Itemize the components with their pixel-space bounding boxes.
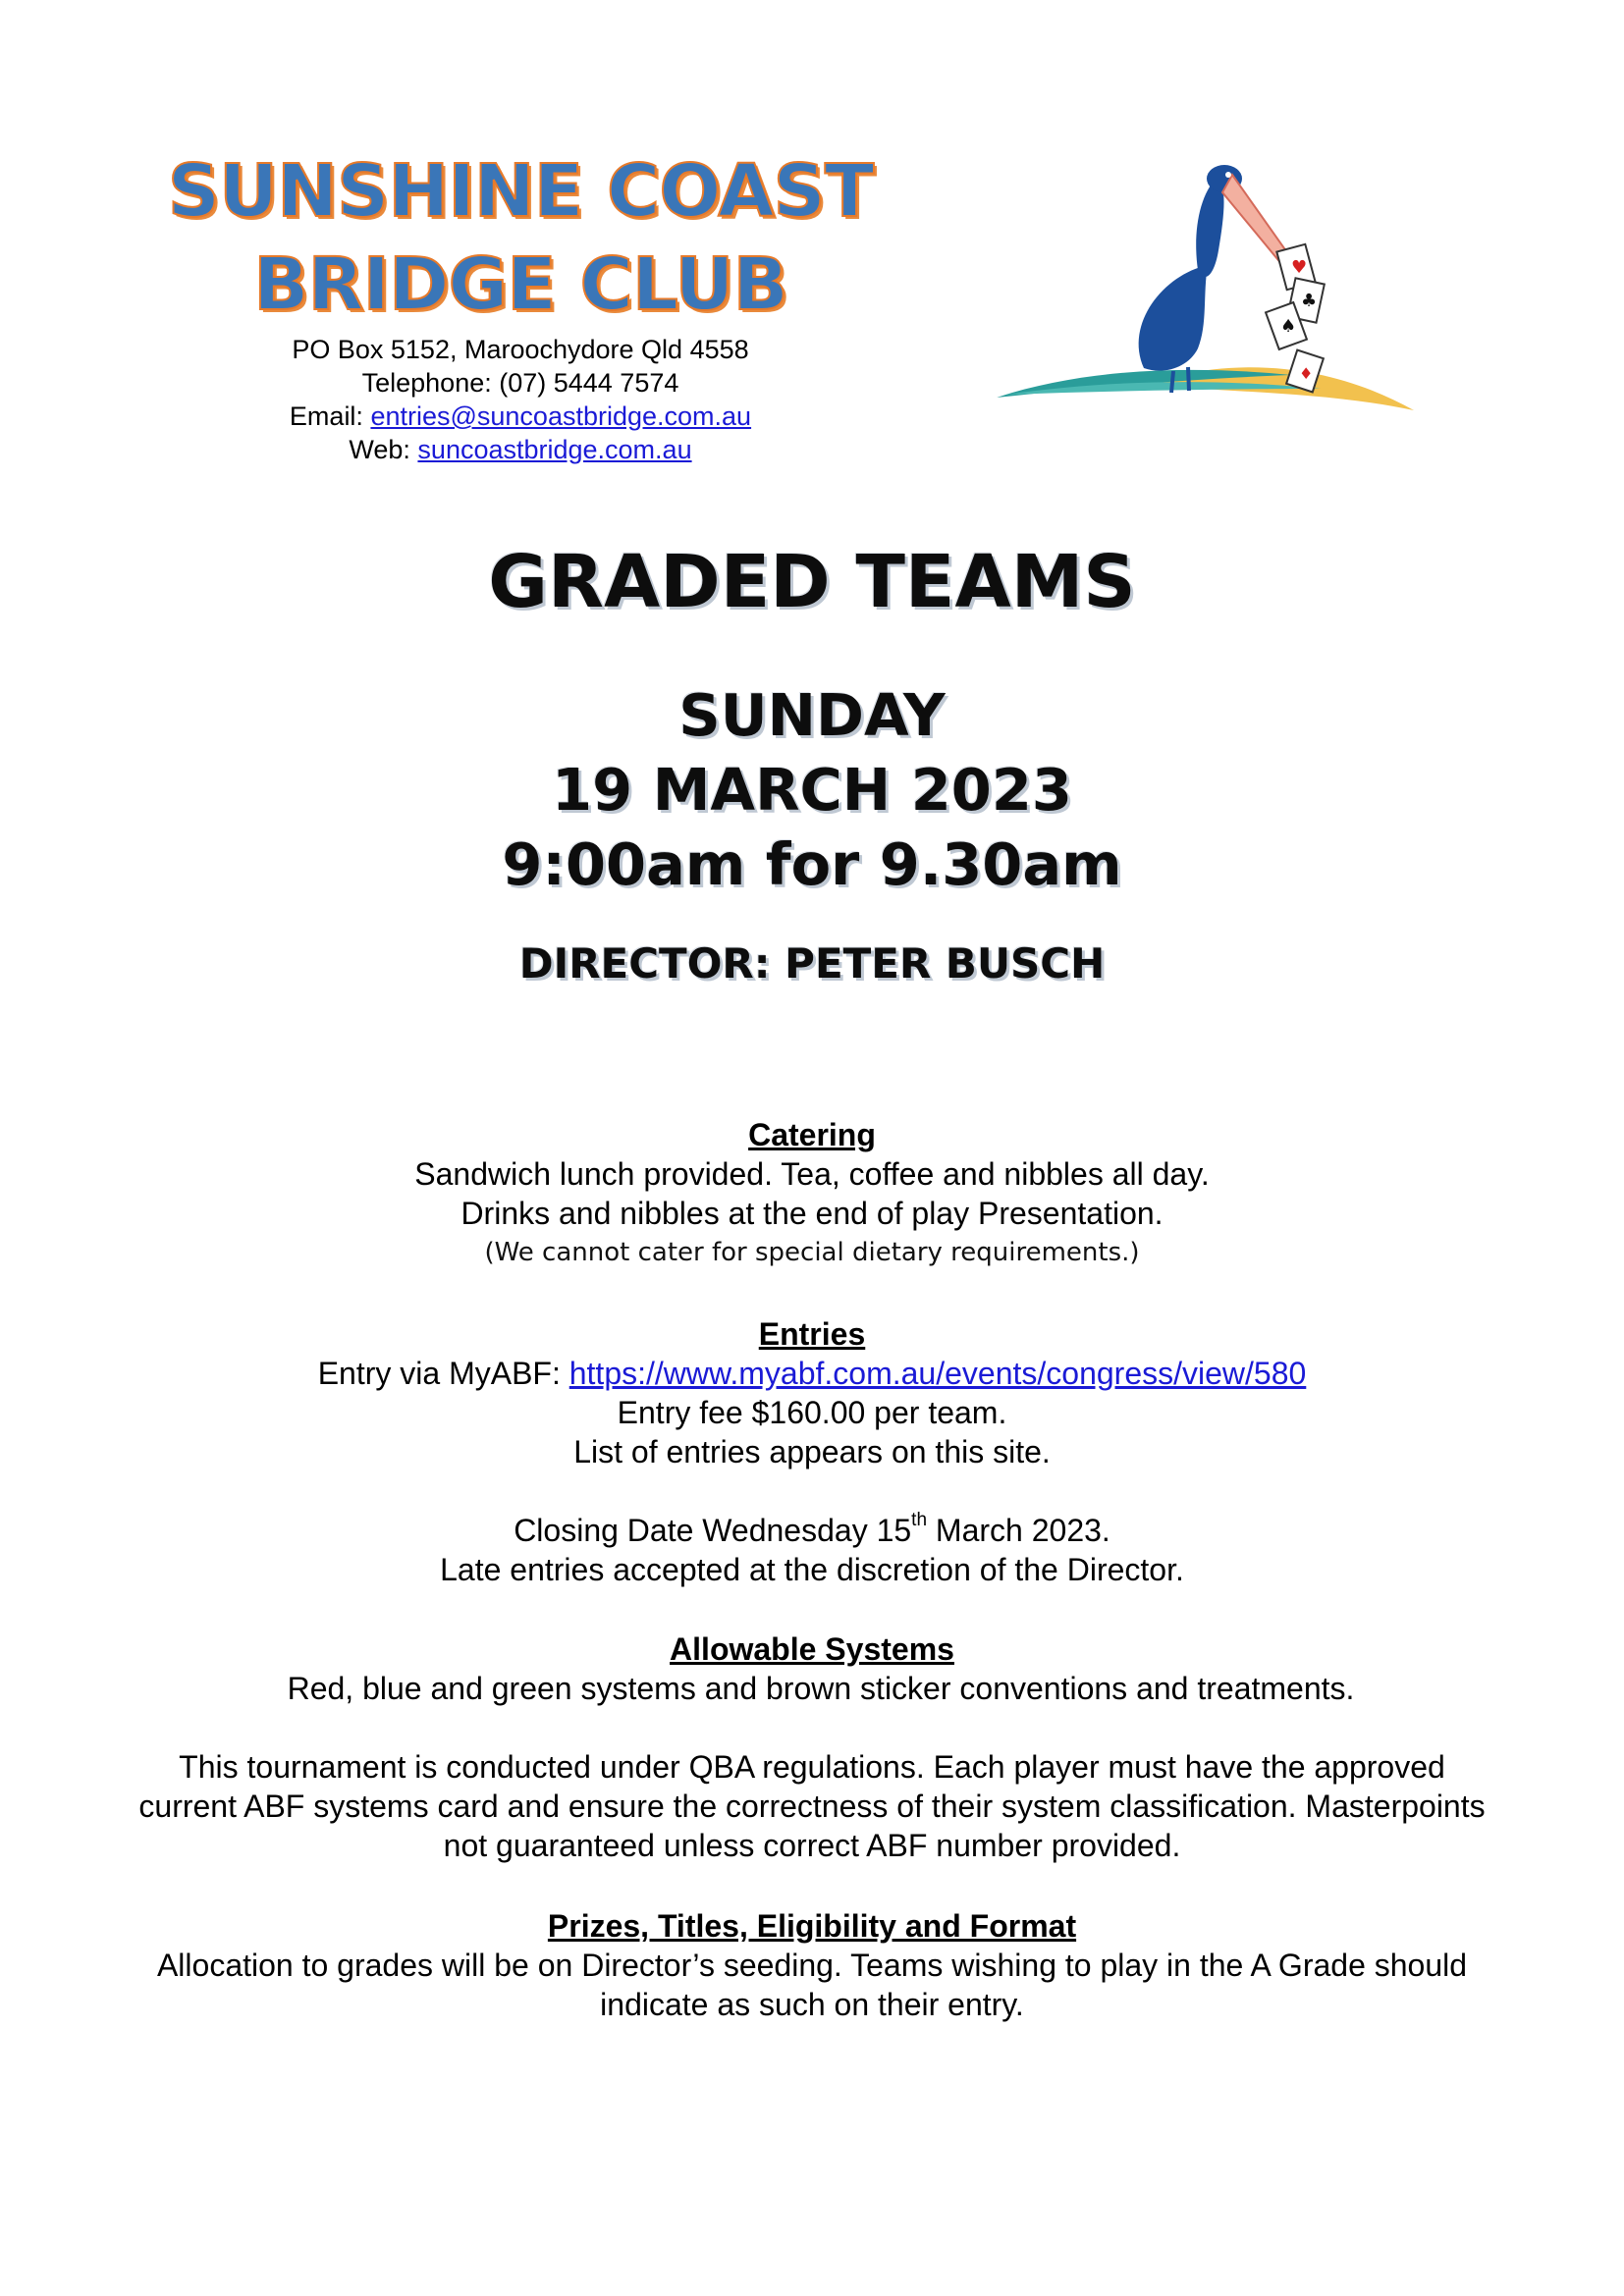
entries-heading: Entries: [758, 1316, 866, 1352]
svg-text:♥: ♥: [1291, 257, 1308, 278]
entries-fee: Entry fee $160.00 per team.: [617, 1395, 1007, 1430]
club-telephone: Telephone: (07) 5444 7574: [361, 368, 679, 398]
systems-reg2: current ABF systems card and ensure the correctness of their system classification. Masterpoints: [138, 1789, 1486, 1824]
entries-list: List of entries appears on this site.: [573, 1434, 1051, 1469]
email-label: Email:: [289, 401, 371, 431]
event-director: DIRECTOR: PETER BUSCH: [518, 939, 1106, 988]
prizes-line1: Allocation to grades will be on Director’s seeding. Teams wishing to play in the A Grade should: [156, 1948, 1468, 1983]
systems-line1: Red, blue and green systems and brown sticker conventions and treatments.: [287, 1671, 1355, 1706]
entries-late: Late entries accepted at the discretion of the Director.: [440, 1552, 1184, 1587]
systems-reg1: This tournament is conducted under QBA regulations. Each player must have the approved: [179, 1749, 1445, 1785]
closing-date-text: Closing Date Wednesday 15: [514, 1513, 912, 1548]
svg-text:♠: ♠: [1280, 316, 1297, 337]
club-name-line1: SUNSHINE COAST: [167, 149, 874, 234]
pelican-logo-icon: [997, 157, 1419, 422]
prizes-line2: indicate as such on their entry.: [600, 1987, 1024, 2022]
entries-closing-date: [0, 1511, 1624, 1550]
web-label: Web:: [349, 435, 418, 464]
closing-date-month: March 2023.: [927, 1513, 1110, 1548]
entries-via-label: Entry via MyABF:: [317, 1356, 569, 1391]
catering-line2: Drinks and nibbles at the end of play Presentation.: [460, 1196, 1164, 1231]
systems-reg3: not guaranteed unless correct ABF number provided.: [443, 1828, 1181, 1863]
club-email-line: [265, 400, 776, 433]
event-day: SUNDAY: [678, 681, 946, 749]
club-web-line: [265, 433, 776, 466]
event-date: 19 MARCH 2023: [552, 756, 1072, 824]
closing-date-suffix: th: [911, 1510, 928, 1531]
catering-heading: Catering: [748, 1117, 876, 1152]
event-time: 9:00am for 9.30am: [502, 830, 1122, 898]
prizes-heading: Prizes, Titles, Eligibility and Format: [547, 1908, 1077, 1944]
email-link[interactable]: entries@suncoastbridge.com.au: [370, 401, 752, 431]
entries-via-line: [0, 1354, 1624, 1393]
catering-note: (We cannot cater for special dietary requirements.): [484, 1238, 1140, 1267]
club-name-line2: BRIDGE CLUB: [253, 242, 787, 327]
club-address: PO Box 5152, Maroochydore Qld 4558: [292, 335, 749, 364]
svg-text:♣: ♣: [1301, 291, 1318, 311]
web-link[interactable]: suncoastbridge.com.au: [417, 435, 692, 464]
myabf-entry-link[interactable]: https://www.myabf.com.au/events/congress/view/580: [568, 1356, 1307, 1391]
systems-heading: Allowable Systems: [670, 1631, 954, 1667]
catering-line1: Sandwich lunch provided. Tea, coffee and nibbles all day.: [414, 1156, 1210, 1192]
event-title: GRADED TEAMS: [488, 540, 1136, 624]
svg-text:♦: ♦: [1299, 364, 1314, 383]
